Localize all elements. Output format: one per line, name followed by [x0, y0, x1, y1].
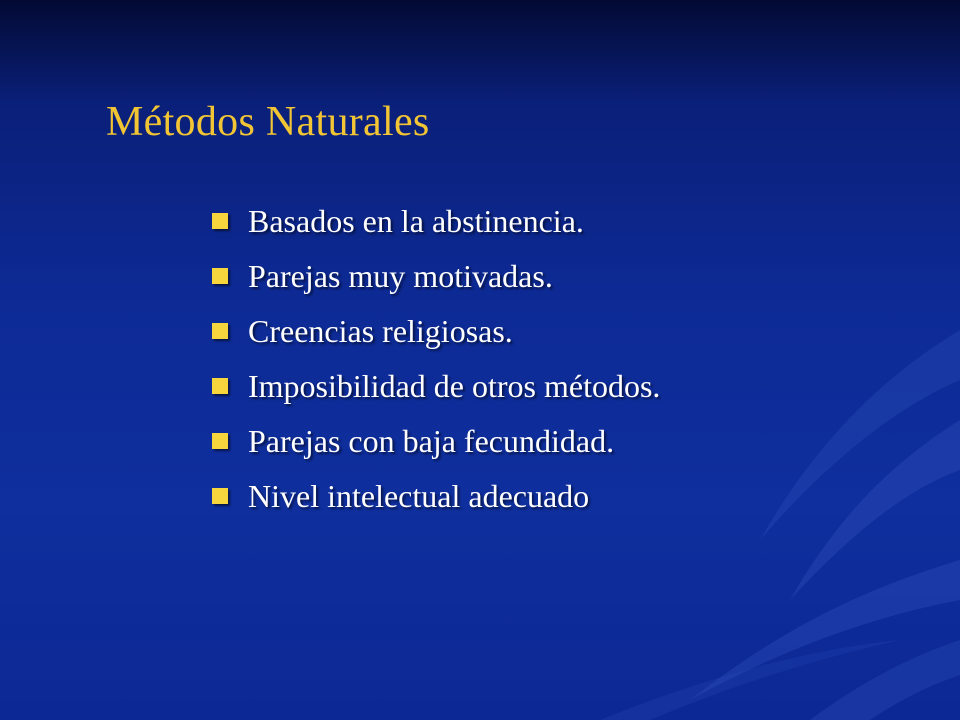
bullet-item — [212, 200, 660, 255]
square-bullet-icon — [212, 433, 228, 449]
slide-title: Métodos Naturales — [106, 99, 430, 145]
bullet-text: Parejas muy motivadas. — [248, 258, 553, 294]
square-bullet-icon — [212, 488, 228, 504]
bullet-list — [212, 200, 660, 530]
bullet-item — [212, 310, 660, 365]
bullet-text: Parejas con baja fecundidad. — [248, 423, 615, 459]
bullet-text: Basados en la abstinencia. — [248, 203, 584, 239]
bullet-text: Creencias religiosas. — [248, 313, 513, 349]
bullet-item — [212, 255, 660, 310]
square-bullet-icon — [212, 378, 228, 394]
square-bullet-icon — [212, 323, 228, 339]
bullet-text: Imposibilidad de otros métodos. — [248, 368, 661, 404]
bullet-item — [212, 365, 660, 420]
bullet-item — [212, 475, 660, 530]
bullet-text: Nivel intelectual adecuado — [248, 478, 590, 514]
square-bullet-icon — [212, 268, 228, 284]
bullet-item — [212, 420, 660, 475]
square-bullet-icon — [212, 213, 228, 229]
